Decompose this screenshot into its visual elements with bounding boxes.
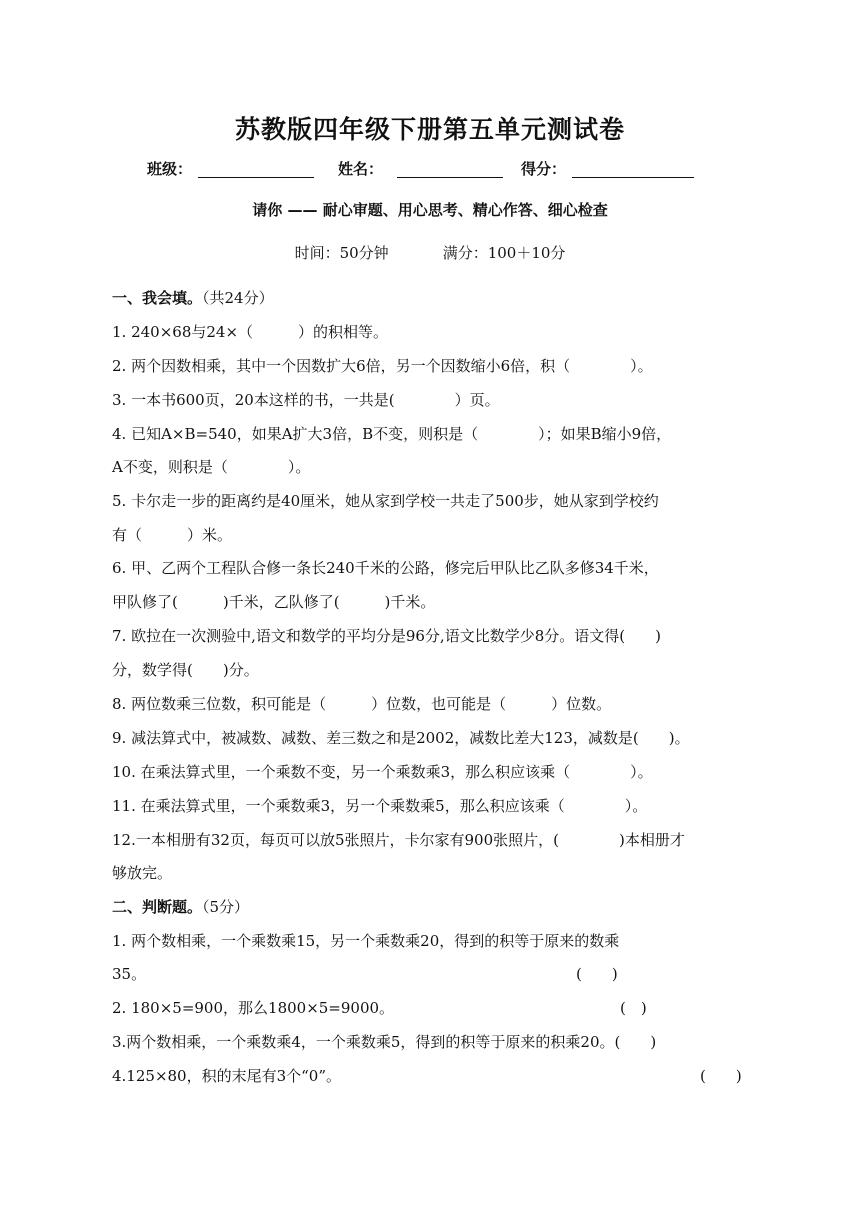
section-points: （共24分） [202,289,274,307]
question-line: 4. 已知A×B=540，如果A扩大3倍，B不变，则积是（ ）；如果B缩小9倍， [112,425,672,443]
question-line: A不变，则积是（ ）。 [112,458,311,476]
question-line: 9. 减法算式中，被减数、减数、差三数之和是2002，减数比差大123，减数是( )。 [112,729,690,747]
question-line: 35。 [112,965,147,983]
exam-full-score: 满分：100＋10分 [442,244,566,262]
exam-time: 时间：50分钟 [294,244,389,262]
question-line: 分，数学得( )分。 [112,661,259,679]
question-line: 4.125×80，积的末尾有3个“0”。 [112,1067,342,1085]
question-line: 有（ ）米。 [112,526,233,544]
answer-paren[interactable]: ( ) [700,1067,742,1085]
question-line: 11. 在乘法算式里，一个乘数乘3，另一个乘数乘5，那么积应该乘（ ）。 [112,797,648,815]
section-heading-fill [112,288,274,308]
question-line: 7. 欧拉在一次测验中,语文和数学的平均分是96分,语文比数学少8分。语文得( ) [112,627,661,645]
question-line: 5. 卡尔走一步的距离约是40厘米，她从家到学校一共走了500步，她从家到学校约 [112,492,659,510]
answer-paren[interactable]: ( ) [620,999,647,1017]
question-line: 3.两个数相乘，一个乘数乘4，一个乘数乘5，得到的积等于原来的积乘20。( ) [112,1033,657,1051]
question-line: 6. 甲、乙两个工程队合修一条长240千米的公路，修完后甲队比乙队多修34千米， [112,559,659,577]
motto: 请你 —— 耐心审题、用心思考、精心作答、细心检查 [252,201,608,219]
name-blank[interactable] [397,177,503,178]
section-heading-judge [112,897,249,917]
class-blank[interactable] [198,177,314,178]
answer-paren[interactable]: ( ) [576,965,618,983]
question-line: 10. 在乘法算式里，一个乘数不变，另一个乘数乘3，那么积应该乘（ ）。 [112,763,653,781]
question-line: 3. 一本书600页，20本这样的书，一共是( ）页。 [112,391,500,409]
score-label: 得分： [521,160,567,178]
question-line: 12.一本相册有32页，每页可以放5张照片，卡尔家有900张照片，( )本相册才 [112,831,685,849]
section-title: 二、判断题。 [112,898,203,916]
name-label: 姓名： [338,160,384,178]
question-line: 够放完。 [112,864,173,882]
exam-title: 苏教版四年级下册第五单元测试卷 [234,115,625,144]
class-label: 班级： [147,160,193,178]
section-title: 一、我会填。 [112,289,203,307]
exam-time-score [0,242,860,263]
question-line: 1. 两个数相乘，一个乘数乘15，另一个乘数乘20，得到的积等于原来的数乘 [112,932,620,950]
question-line: 8. 两位数乘三位数，积可能是（ ）位数，也可能是（ ）位数。 [112,695,612,713]
section-points: （5分） [202,898,250,916]
question-line: 甲队修了( )千米，乙队修了( )千米。 [112,593,436,611]
question-line: 2. 两个因数相乘，其中一个因数扩大6倍，另一个因数缩小6倍，积（ ）。 [112,357,653,375]
question-line: 2. 180×5=900，那么1800×5=9000。 [112,999,395,1017]
score-blank[interactable] [572,177,694,178]
question-line: 1. 240×68与24×（ ）的积相等。 [112,323,389,341]
